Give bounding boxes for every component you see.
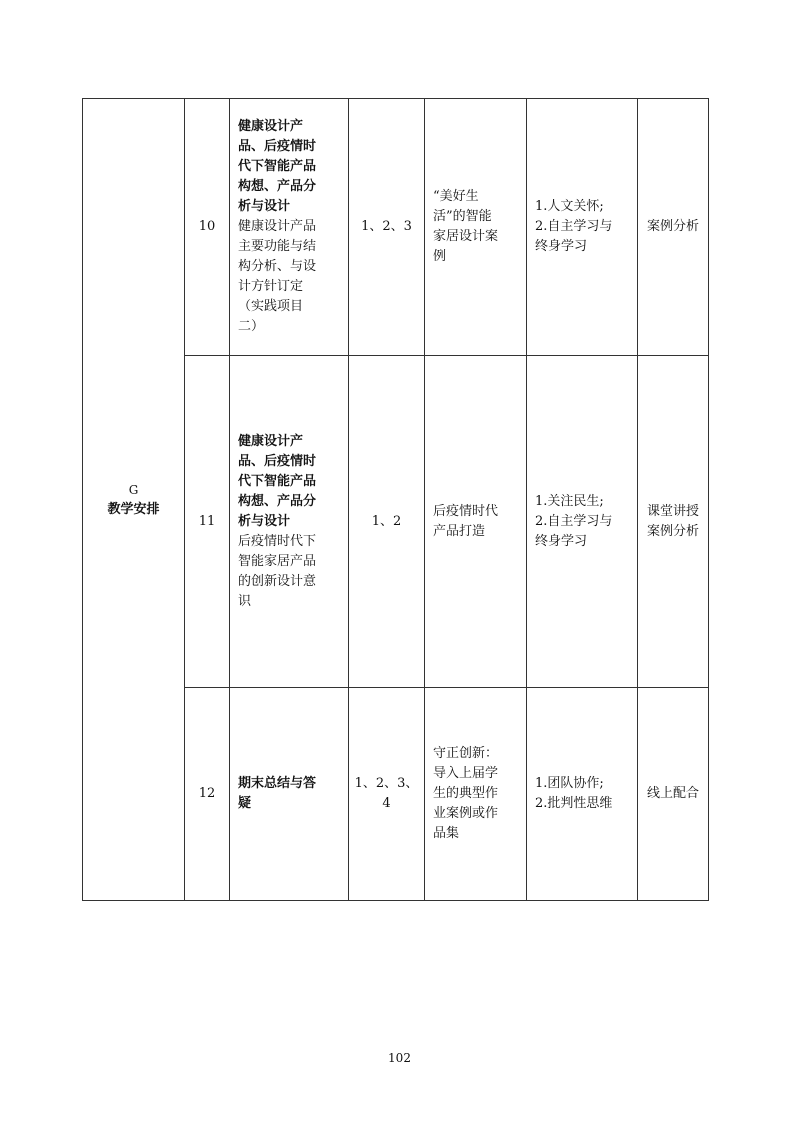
page-number: 102 (388, 1051, 411, 1065)
case-cell (425, 688, 527, 901)
content-title: 期末总结与答 疑 (238, 776, 317, 811)
content-cell (230, 688, 349, 901)
case-text: “美好生 活”的智能 家居设计案 例 (433, 189, 499, 264)
content-title: 健康设计产 品、后疫情时 代下智能产品 构想、产品分 析与设计 (238, 119, 317, 214)
ideology-cell (527, 356, 638, 688)
method-text: 课堂讲授 案例分析 (646, 503, 699, 539)
objectives-text: 1、2、3、 4 (354, 776, 419, 811)
ideology-cell (527, 688, 638, 901)
case-cell (425, 356, 527, 688)
case-cell (425, 99, 527, 356)
objectives-text: 1、2、3 (361, 219, 412, 234)
teaching-schedule-table (82, 98, 709, 901)
table-row (83, 99, 709, 356)
content-detail: 健康设计产品 主要功能与结 构分析、与设 计方针订定 （实践项目 二） (238, 219, 317, 334)
case-text: 后疫情时代 产品打造 (433, 503, 499, 539)
method-cell (638, 688, 709, 901)
ideology-cell (527, 99, 638, 356)
ideology-text: 1.团队协作; 2.批判性思维 (535, 776, 613, 811)
week-number: 12 (185, 688, 230, 901)
method-cell (638, 99, 709, 356)
method-cell (638, 356, 709, 688)
method-text: 线上配合 (646, 786, 699, 801)
section-name: 教学安排 (107, 501, 160, 517)
section-code: G (128, 482, 139, 497)
objectives-cell (349, 688, 425, 901)
objectives-cell (349, 356, 425, 688)
content-cell (230, 99, 349, 356)
content-title: 健康设计产 品、后疫情时 代下智能产品 构想、产品分 析与设计 (238, 433, 317, 529)
objectives-cell (349, 99, 425, 356)
case-text: 守正创新： 导入上届学 生的典型作 业案例或作 品集 (433, 746, 499, 841)
content-detail: 后疫情时代下 智能家居产品 的创新设计意 识 (238, 533, 317, 609)
ideology-text: 1.人文关怀; 2.自主学习与 终身学习 (535, 199, 613, 254)
ideology-text: 1.关注民生; 2.自主学习与 终身学习 (535, 493, 613, 549)
week-number: 11 (185, 356, 230, 688)
objectives-text: 1、2 (371, 513, 402, 529)
week-number: 10 (185, 99, 230, 356)
section-cell (83, 99, 185, 901)
content-cell (230, 356, 349, 688)
method-text: 案例分析 (646, 219, 699, 234)
